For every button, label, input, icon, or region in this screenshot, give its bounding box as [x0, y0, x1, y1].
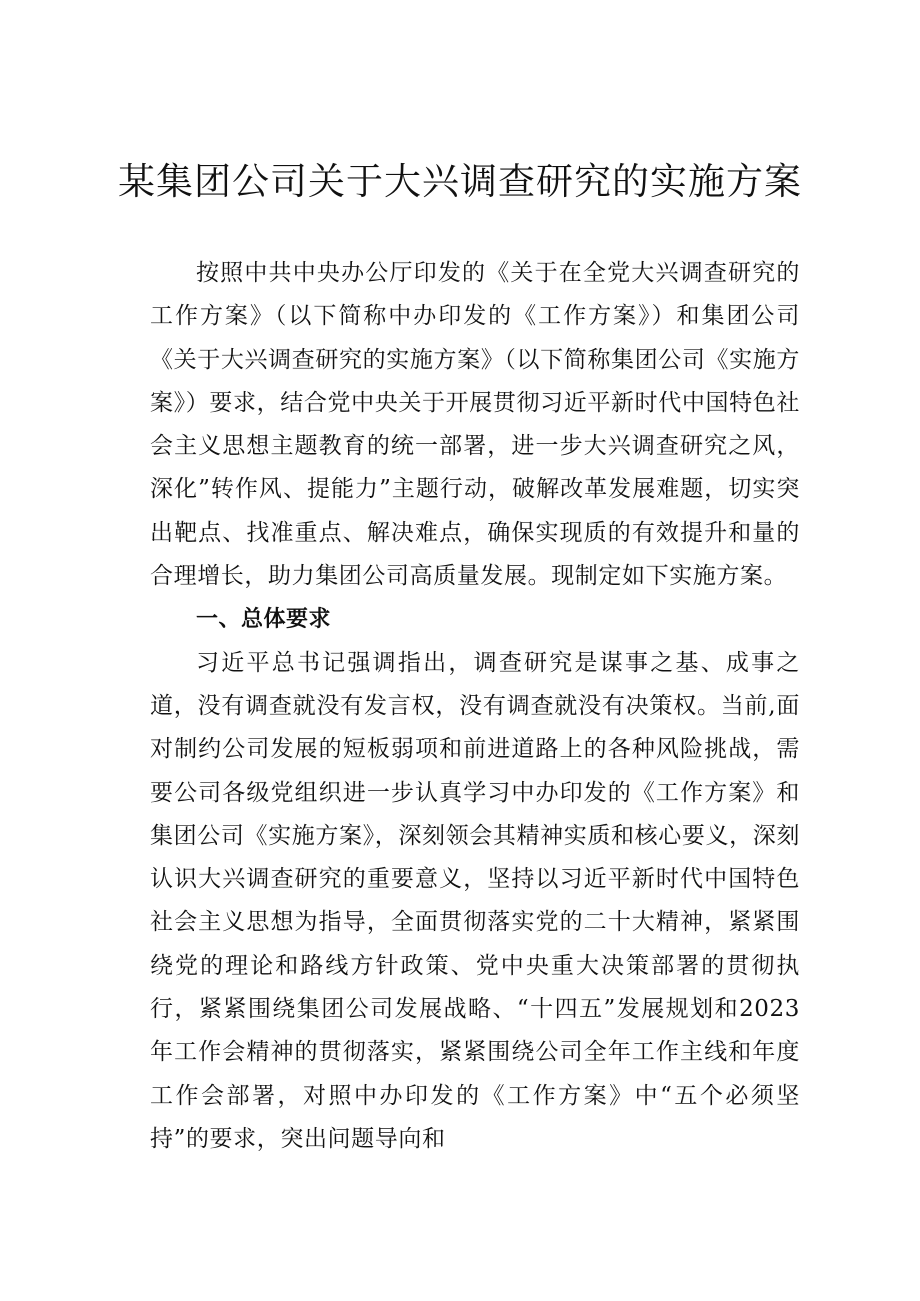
document-title: 某集团公司关于大兴调查研究的实施方案 — [118, 160, 802, 203]
section-heading-overall-requirements: 一、总体要求 — [196, 607, 332, 633]
section-paragraph-overall-requirements: 习近平总书记强调指出，调查研究是谋事之基、成事之道，没有调查就没有发言权，没有调查就没有决策权。当前,面对制约公司发展的短板弱项和前进道路上的各种风险挑战，需要公司各级党组织进一步认真学习中办印发的《工作方案》和集团公司《实施方案》，深刻领会其精神实质和核心要义，深刻认识大兴调查研究的重要意义，坚持以习近平新时代中国特色社会主义思想为指导，全面贯彻落实党的二十大精神，紧紧围绕党的理论和路线方针政策、党中央重大决策部署的贯彻执行，紧紧围绕集团公司发展战略、“十四五”发展规划和2023年工作会精神的贯彻落实，紧紧围绕公司全年工作主线和年度工作会部署，对照中办印发的《工作方案》中“五个必须坚持”的要求，突出问题导向和 — [150, 649, 800, 1152]
intro-paragraph: 按照中共中央办公厅印发的《关于在全党大兴调查研究的工作方案》（以下简称中办印发的《工作方案》）和集团公司《关于大兴调查研究的实施方案》（以下简称集团公司《实施方案》）要求，结合党中央关于开展贯彻习近平新时代中国特色社会主义思想主题教育的统一部署，进一步大兴调查研究之风，深化”转作风、提能力”主题行动，破解改革发展难题，切实突出靶点、找准重点、解决难点，确保实现质的有效提升和量的合理增长，助力集团公司高质量发展。现制定如下实施方案。 — [150, 260, 800, 590]
document-body — [150, 252, 800, 1161]
